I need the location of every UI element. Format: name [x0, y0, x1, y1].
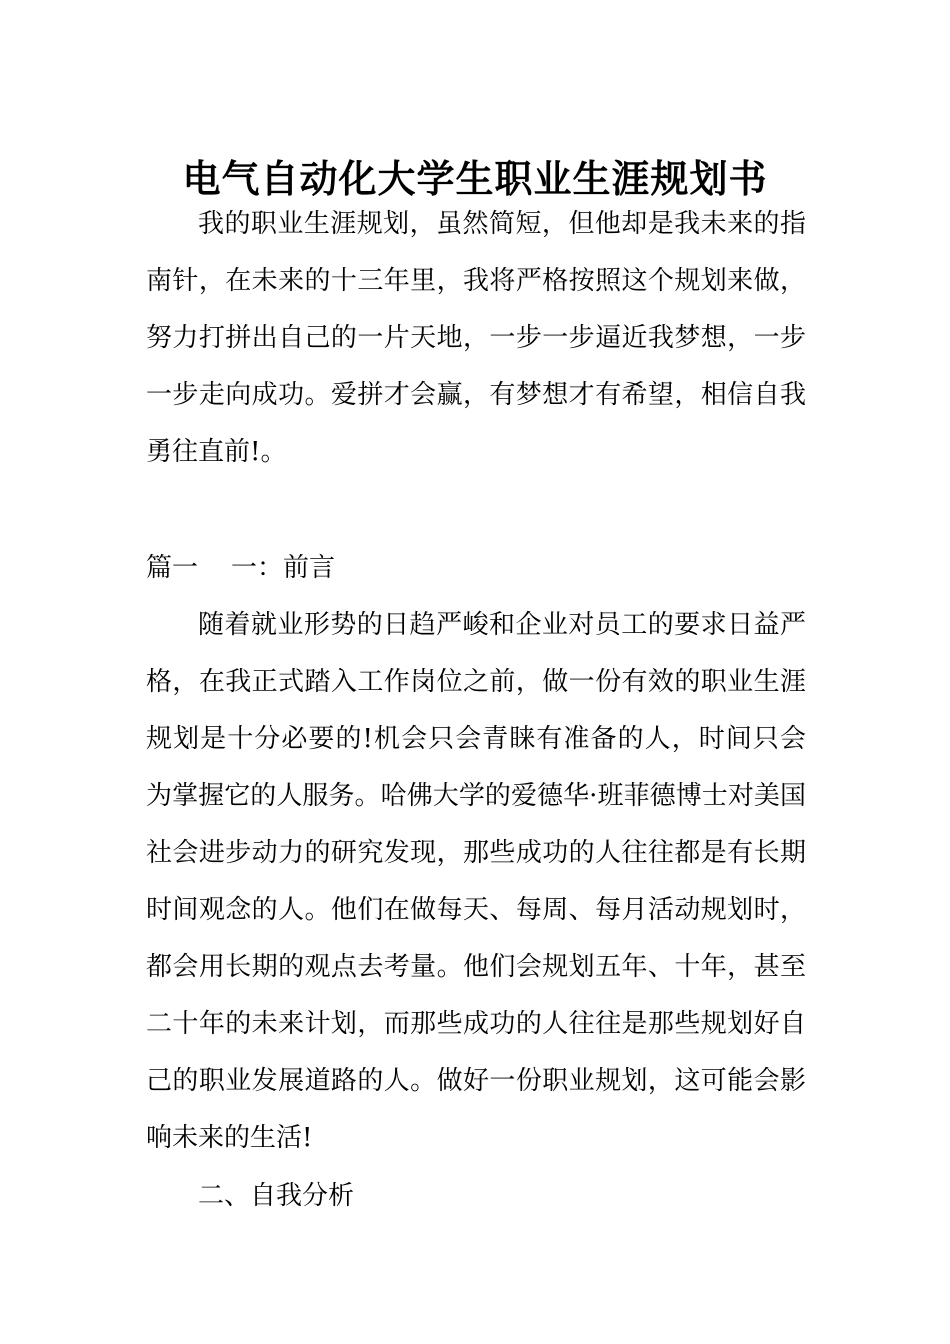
section-body-paragraph: 随着就业形势的日趋严峻和企业对员工的要求日益严格，在我正式踏入工作岗位之前，做一份有效的职业生涯规划是十分必要的!机会只会青睐有准备的人，时间只会为掌握它的人服务。哈佛大学的爱德华·班菲德博士对美国社会进步动力的研究发现，那些成功的人往往都是有长期时间观念的人。他们在做每天、每周、每月活动规划时，都会用长期的观点去考量。他们会规划五年、十年，甚至二十年的未来计划，而那些成功的人往往是那些规划好自己的职业发展道路的人。做好一份职业规划，这可能会影响未来的生活! — [146, 610, 806, 1153]
sub-heading: 二、自我分析 — [198, 1181, 355, 1211]
section-heading: 篇一 一：前言 — [146, 553, 336, 583]
intro-paragraph: 我的职业生涯规划，虽然简短，但他却是我未来的指南针，在未来的十三年里，我将严格按照这个规划来做，努力打拼出自己的一片天地，一步一步逼近我梦想，一步一步走向成功。爱拼才会赢，有梦想才有希望，相信自我勇往直前!。 — [146, 209, 806, 467]
document-title: 电气自动化大学生职业生涯规划书 — [182, 156, 768, 202]
